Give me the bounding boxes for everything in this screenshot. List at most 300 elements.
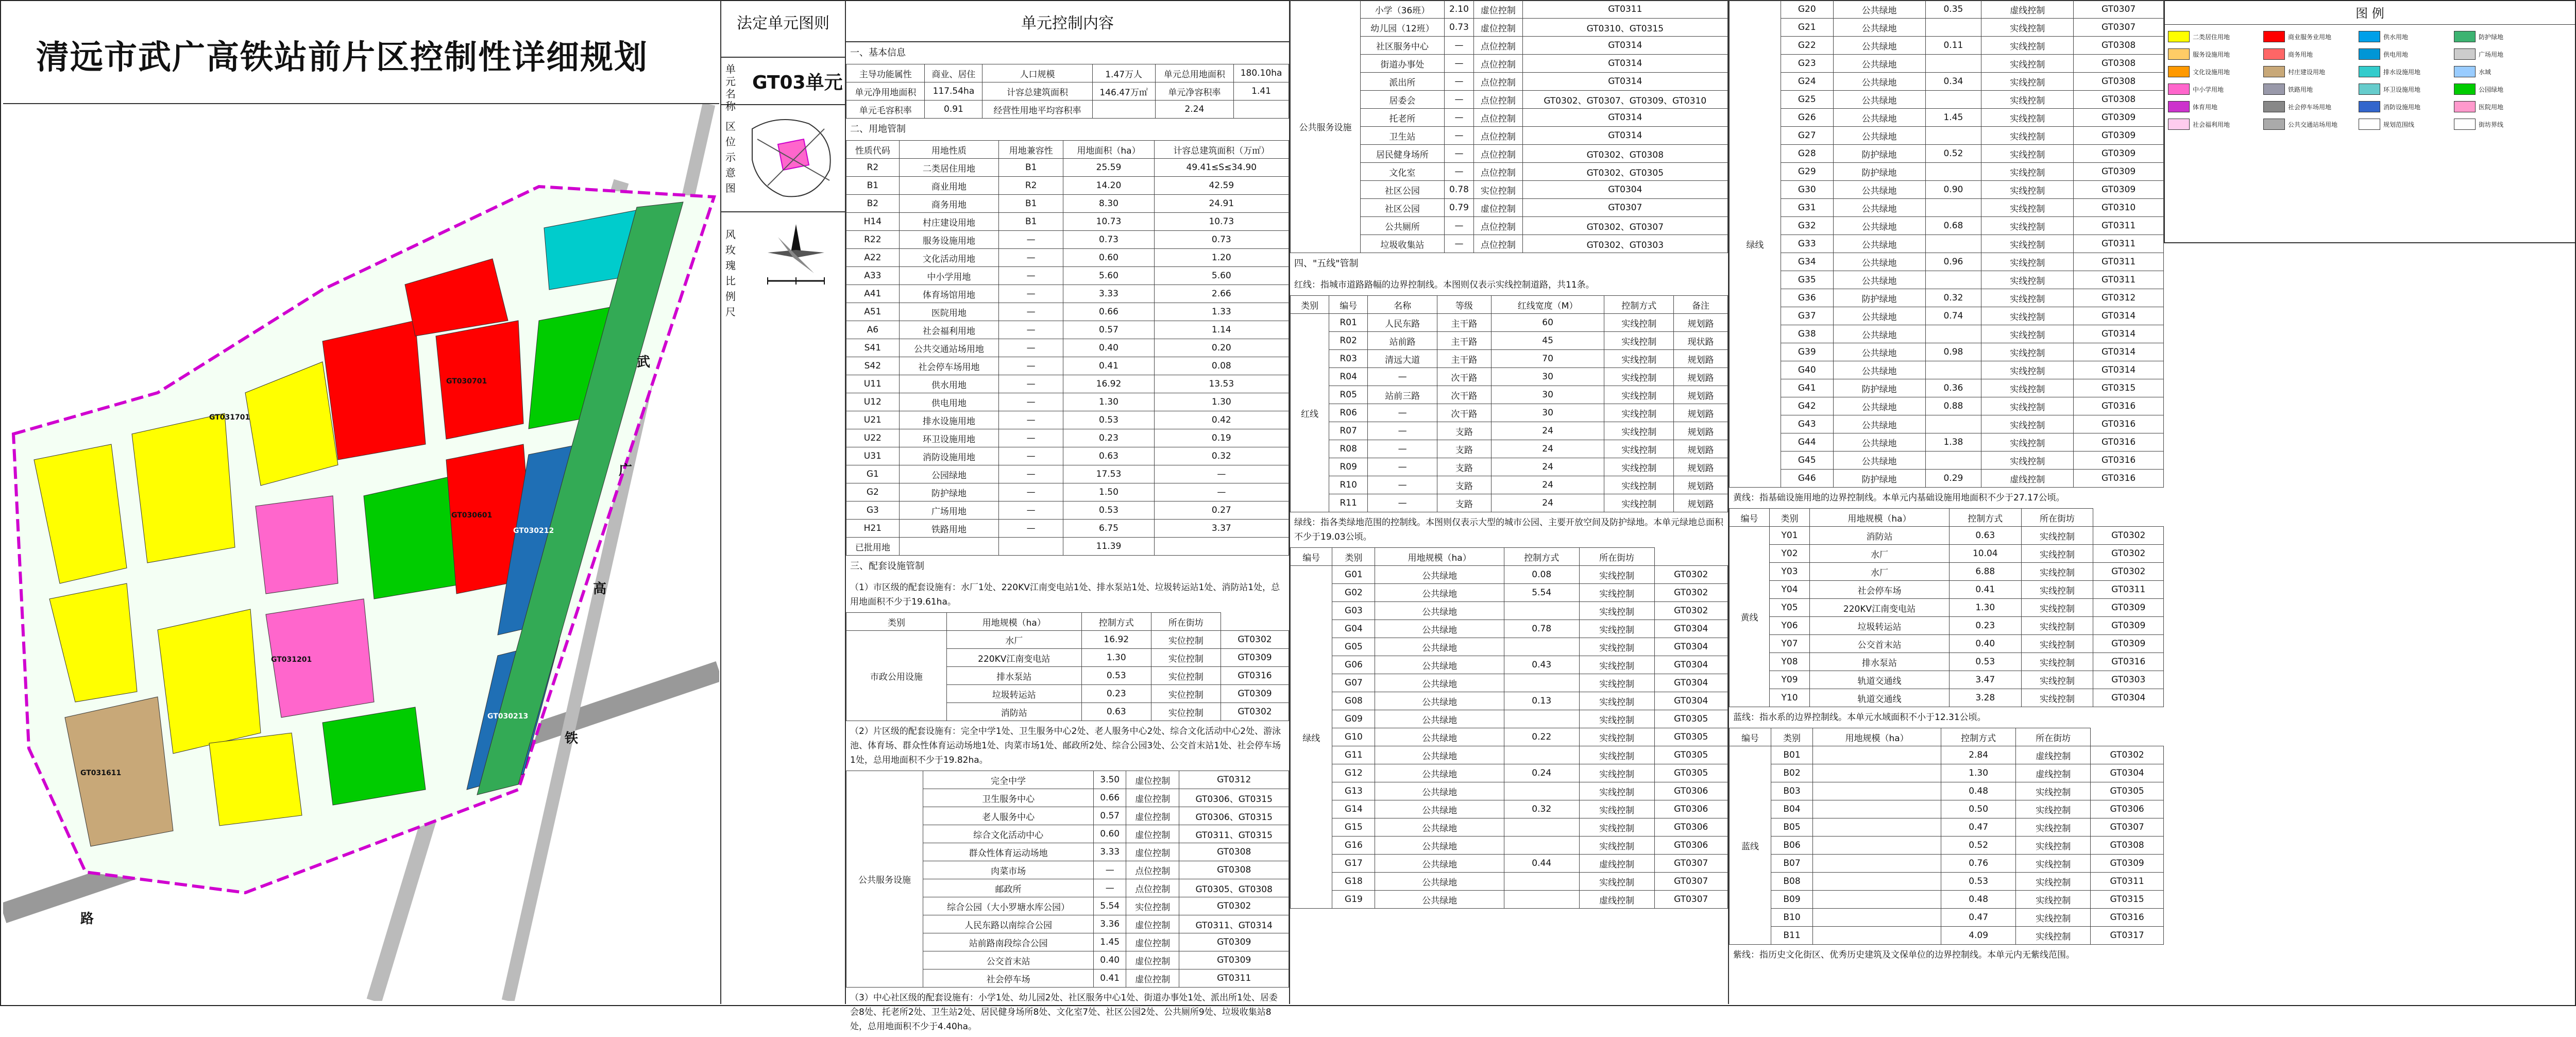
legend-label: 村庄建设用地 xyxy=(2288,68,2326,76)
land-header-cell: 用地兼容性 xyxy=(999,141,1063,159)
legend-label: 规划范围线 xyxy=(2383,121,2415,128)
greenline-row xyxy=(1730,470,2164,488)
yellowline-cell: 社会停车场 xyxy=(1810,581,1950,599)
land-cell: 16.92 xyxy=(1063,375,1154,393)
greenline-cell: GT0314 xyxy=(2074,361,2164,379)
community-facility-cell: — xyxy=(1444,109,1473,127)
legend-item xyxy=(2168,45,2263,63)
legend-swatch xyxy=(2168,83,2190,95)
greenline-cell: 实线控制 xyxy=(1981,199,2074,217)
blueline-cell: B11 xyxy=(1771,927,1813,945)
greenline-cell: GT0305 xyxy=(1654,764,1728,782)
land-cell: 0.19 xyxy=(1154,429,1289,447)
land-cell: 0.41 xyxy=(1063,357,1154,375)
greenline-cell: 实线控制 xyxy=(1981,163,2074,181)
greenline-row xyxy=(1730,451,2164,470)
greenline-row xyxy=(1291,674,1728,692)
yellowline-cell: 实线控制 xyxy=(2021,545,2093,563)
greenline-cell: G07 xyxy=(1332,674,1375,692)
land-cell: 商务用地 xyxy=(899,195,998,213)
greenline-cell: G08 xyxy=(1332,692,1375,710)
parcel-label-3: GT030601 xyxy=(451,511,493,520)
community-facility-cell: 点位控制 xyxy=(1474,145,1522,163)
land-cell: S42 xyxy=(846,357,900,375)
land-cell: 5.60 xyxy=(1063,267,1154,285)
legend-swatch xyxy=(2168,119,2190,130)
road-label-gao: 高 xyxy=(593,581,607,597)
yellowline-row xyxy=(1730,689,2164,707)
redline-cell: 人民东路 xyxy=(1368,314,1437,332)
greenline-row xyxy=(1730,37,2164,55)
blueline-cell: B10 xyxy=(1771,909,1813,927)
redline-cell: 实线控制 xyxy=(1604,350,1674,368)
greenline-cell: G34 xyxy=(1781,253,1833,271)
parcel-label-5: GT031201 xyxy=(271,656,312,664)
yellowline-cell: 0.53 xyxy=(1949,653,2021,671)
greenline-cell xyxy=(1925,55,1981,73)
greenline-cell: 0.22 xyxy=(1504,728,1579,746)
greenline-cell: GT0306 xyxy=(1654,800,1728,818)
legend-item xyxy=(2263,98,2359,115)
land-cell: — xyxy=(999,483,1063,501)
blueline-cell: GT0317 xyxy=(2091,927,2164,945)
redline-cell: 次干路 xyxy=(1437,386,1491,404)
redline-cell: 实线控制 xyxy=(1604,494,1674,512)
greenline-cell: GT0310 xyxy=(2074,199,2164,217)
greenline-cell: GT0308 xyxy=(2074,91,2164,109)
community-facility-cell: 卫生站 xyxy=(1361,127,1445,145)
legend-swatch xyxy=(2168,31,2190,42)
greenline-cell: GT0309 xyxy=(2074,109,2164,127)
community-facility-cell: 社区公园 xyxy=(1361,199,1445,217)
greenline-cell: 5.54 xyxy=(1504,584,1579,602)
redline-row xyxy=(1291,404,1728,422)
redline-cell: 支路 xyxy=(1437,458,1491,476)
yellowline-cell: 消防站 xyxy=(1810,527,1950,545)
blueline-cell xyxy=(1813,909,1941,927)
facility-cell: GT0302 xyxy=(1221,703,1289,721)
land-cell: U21 xyxy=(846,411,900,429)
blueline-cell: 0.47 xyxy=(1941,818,2016,837)
blueline-cell: GT0315 xyxy=(2091,891,2164,909)
greenline-cell xyxy=(1504,837,1579,855)
basic-info-cell xyxy=(1092,101,1155,119)
land-cell: 体育场馆用地 xyxy=(899,285,998,303)
facility-header-cell: 类别 xyxy=(846,613,947,631)
redline-cell: — xyxy=(1368,458,1437,476)
redline-cell: 规划路 xyxy=(1674,422,1728,440)
land-use-map[interactable] xyxy=(3,103,719,1001)
facility-district-cell: GT0309 xyxy=(1179,951,1289,969)
facility-district-cell: GT0308 xyxy=(1179,843,1289,861)
community-facility-cell: GT0302、GT0307 xyxy=(1522,217,1727,235)
land-cell: 商业用地 xyxy=(899,177,998,195)
greenline-cell: 防护绿地 xyxy=(1833,163,1925,181)
redline-cell: R06 xyxy=(1329,404,1368,422)
greenline-cell: G14 xyxy=(1332,800,1375,818)
community-facility-group-label: 公共服务设施 xyxy=(1291,1,1361,253)
legend-swatch xyxy=(2263,119,2285,130)
greenline-cell: G38 xyxy=(1781,325,1833,343)
greenline-cell: 0.43 xyxy=(1504,656,1579,674)
blueline-cell: 实线控制 xyxy=(2016,837,2091,855)
greenline-cell: 公共绿地 xyxy=(1375,656,1504,674)
greenline-table-1 xyxy=(1290,547,1728,909)
yellowline-cell: Y07 xyxy=(1770,635,1810,653)
legend-panel xyxy=(2164,0,2575,243)
redline-cell: 24 xyxy=(1491,440,1604,458)
greenline-cell: 0.90 xyxy=(1925,181,1981,199)
greenline-cell: 公共绿地 xyxy=(1375,710,1504,728)
greenline-row xyxy=(1730,289,2164,307)
land-cell: 社会停车场用地 xyxy=(899,357,998,375)
facility-district-cell: 0.41 xyxy=(1094,969,1126,988)
community-facility-cell: 托老所 xyxy=(1361,109,1445,127)
facility-district-cell: 3.33 xyxy=(1094,843,1126,861)
greenline-cell: 公共绿地 xyxy=(1833,451,1925,470)
greenline-cell: 公共绿地 xyxy=(1833,415,1925,433)
legend-item xyxy=(2168,115,2263,133)
redline-cell: 规划路 xyxy=(1674,476,1728,494)
redline-row xyxy=(1291,314,1728,332)
greenline-cell: G18 xyxy=(1332,873,1375,891)
greenline-cell: GT0311 xyxy=(2074,271,2164,289)
blueline-cell: GT0306 xyxy=(2091,800,2164,818)
land-row xyxy=(846,447,1289,465)
land-cell: 10.73 xyxy=(1154,213,1289,231)
yellowline-cell: 实线控制 xyxy=(2021,599,2093,617)
facility-group-label: 市政公用设施 xyxy=(846,631,947,721)
greenline-cell: 实线控制 xyxy=(1579,692,1654,710)
greenline-cell: 实线控制 xyxy=(1579,566,1654,584)
legend-header: 图 例 xyxy=(2165,0,2575,25)
facility-district-cell: 3.36 xyxy=(1094,915,1126,933)
legend-label: 中小学用地 xyxy=(2193,86,2224,93)
greenline-group-label: 绿线 xyxy=(1730,1,1781,488)
greenline-cell: G13 xyxy=(1332,782,1375,800)
legend-label: 商务用地 xyxy=(2288,51,2313,58)
redline-cell: 70 xyxy=(1491,350,1604,368)
land-cell: G1 xyxy=(846,465,900,483)
greenline-cell xyxy=(1504,782,1579,800)
greenline-cell: GT0304 xyxy=(1654,656,1728,674)
yellowline-note: 黄线：指基础设施用地的边界控制线。本单元内基础设施用地面积不少于27.17公顷。 xyxy=(1733,493,2065,503)
greenline-cell: GT0302 xyxy=(1654,566,1728,584)
land-cell: — xyxy=(999,285,1063,303)
community-facility-cell: — xyxy=(1444,217,1473,235)
parcel-label-1: GT031701 xyxy=(209,413,250,422)
facility-district-cell: 邮政所 xyxy=(923,879,1093,897)
greenline-header-cell: 所在街坊 xyxy=(1579,548,1654,566)
blueline-row xyxy=(1730,746,2164,764)
greenline-cell: 公共绿地 xyxy=(1375,800,1504,818)
greenline-cell: GT0306 xyxy=(1654,837,1728,855)
basic-info-row xyxy=(846,101,1289,119)
greenline-cell: 防护绿地 xyxy=(1833,145,1925,163)
community-facility-cell: GT0310、GT0315 xyxy=(1522,19,1727,37)
parcel-school xyxy=(256,496,338,594)
yellowline-cell: 0.23 xyxy=(1949,617,2021,635)
redline-cell: 30 xyxy=(1491,368,1604,386)
land-row xyxy=(846,393,1289,411)
greenline-cell: GT0307 xyxy=(1654,873,1728,891)
greenline-cell: 0.24 xyxy=(1504,764,1579,782)
blueline-cell: 虚线控制 xyxy=(2016,746,2091,764)
land-cell xyxy=(1154,538,1289,556)
greenline-cell: G44 xyxy=(1781,433,1833,451)
greenline-cell: GT0306 xyxy=(1654,782,1728,800)
greenline-cell xyxy=(1504,818,1579,837)
greenline-cell: 防护绿地 xyxy=(1833,470,1925,488)
facility-district-cell: GT0311 xyxy=(1179,969,1289,988)
land-cell: 3.33 xyxy=(1063,285,1154,303)
community-facility-cell: 居民健身场所 xyxy=(1361,145,1445,163)
facility-cell: 实位控制 xyxy=(1151,703,1221,721)
facility-district-cell: 虚位控制 xyxy=(1126,933,1179,951)
facility-control-title: 三、配套设施管制 xyxy=(850,561,924,572)
community-facility-cell: — xyxy=(1444,91,1473,109)
legend-item xyxy=(2454,80,2549,98)
greenline-cell xyxy=(1504,746,1579,764)
community-facility-cell: 点位控制 xyxy=(1474,163,1522,181)
land-cell: 0.73 xyxy=(1154,231,1289,249)
land-cell: B1 xyxy=(999,195,1063,213)
redline-header-cell: 编号 xyxy=(1329,296,1368,314)
community-facility-cell: 点位控制 xyxy=(1474,91,1522,109)
wind-rose-icon xyxy=(757,222,835,294)
basic-info-cell: 117.54ha xyxy=(925,82,982,101)
legend-label: 街坊界线 xyxy=(2479,121,2504,128)
community-facility-cell: — xyxy=(1444,145,1473,163)
community-facility-cell: 公共厕所 xyxy=(1361,217,1445,235)
greenline-cell: GT0305 xyxy=(1654,746,1728,764)
facility-district-cell: 0.40 xyxy=(1094,951,1126,969)
greenline-cell: GT0311 xyxy=(2074,235,2164,253)
greenline-cell: 0.32 xyxy=(1504,800,1579,818)
redline-group-label: 红线 xyxy=(1291,314,1329,512)
blueline-row xyxy=(1730,764,2164,782)
greenline-cell: 公共绿地 xyxy=(1833,325,1925,343)
greenline-cell: 实线控制 xyxy=(1981,37,2074,55)
land-cell: 0.53 xyxy=(1063,501,1154,520)
community-facility-cell: GT0314 xyxy=(1522,37,1727,55)
land-cell: A22 xyxy=(846,249,900,267)
yellowline-table xyxy=(1729,508,2164,707)
blueline-cell: 实线控制 xyxy=(2016,891,2091,909)
legend-swatch xyxy=(2168,101,2190,112)
redline-cell: 清远大道 xyxy=(1368,350,1437,368)
redline-cell: 支路 xyxy=(1437,422,1491,440)
redline-table xyxy=(1290,295,1728,512)
legend-label: 二类居住用地 xyxy=(2193,33,2230,41)
facility-cell: 排水泵站 xyxy=(946,667,1081,685)
greenline-row xyxy=(1291,566,1728,584)
yellowline-row xyxy=(1730,671,2164,689)
greenline-cell: GT0308 xyxy=(2074,73,2164,91)
legend-item xyxy=(2359,98,2454,115)
greenline-cell xyxy=(1925,235,1981,253)
facility-cell: 垃圾转运站 xyxy=(946,685,1081,703)
land-cell: H21 xyxy=(846,520,900,538)
community-facility-cell: GT0314 xyxy=(1522,127,1727,145)
greenline-row xyxy=(1291,855,1728,873)
greenline-cell xyxy=(1504,891,1579,909)
greenline-cell: GT0304 xyxy=(1654,638,1728,656)
redline-cell: 实线控制 xyxy=(1604,422,1674,440)
community-facility-cell: — xyxy=(1444,235,1473,253)
community-facility-cell: 点位控制 xyxy=(1474,73,1522,91)
legend-swatch xyxy=(2263,31,2285,42)
blueline-cell: B07 xyxy=(1771,855,1813,873)
greenline-cell: 实线控制 xyxy=(1579,746,1654,764)
redline-cell: 60 xyxy=(1491,314,1604,332)
greenline-cell: 实线控制 xyxy=(1981,73,2074,91)
greenline-cell: 实线控制 xyxy=(1579,782,1654,800)
greenline-row xyxy=(1730,109,2164,127)
greenline-cell: 实线控制 xyxy=(1981,253,2074,271)
legend-swatch xyxy=(2454,48,2476,60)
blueline-row xyxy=(1730,891,2164,909)
land-cell: 排水设施用地 xyxy=(899,411,998,429)
land-cell: 0.60 xyxy=(1063,249,1154,267)
facility-cell: GT0309 xyxy=(1221,685,1289,703)
land-cell: — xyxy=(999,339,1063,357)
greenline-cell: G15 xyxy=(1332,818,1375,837)
greenline-cell: GT0304 xyxy=(1654,674,1728,692)
community-facility-cell: — xyxy=(1444,163,1473,181)
greenline-cell: GT0307 xyxy=(1654,891,1728,909)
greenline-cell: 虚线控制 xyxy=(1579,855,1654,873)
redline-cell: 主干路 xyxy=(1437,332,1491,350)
redline-cell: R04 xyxy=(1329,368,1368,386)
greenline-row xyxy=(1291,710,1728,728)
blueline-cell xyxy=(1813,746,1941,764)
legend-swatch xyxy=(2454,83,2476,95)
community-facility-cell: 社区公园 xyxy=(1361,181,1445,199)
blueline-row xyxy=(1730,782,2164,800)
community-facility-cell: GT0302、GT0307、GT0309、GT0310 xyxy=(1522,91,1727,109)
greenline-cell: 公共绿地 xyxy=(1833,361,1925,379)
yellowline-row xyxy=(1730,635,2164,653)
yellowline-cell: 轨道交通线 xyxy=(1810,671,1950,689)
yellowline-cell: 轨道交通线 xyxy=(1810,689,1950,707)
legend-item xyxy=(2263,115,2359,133)
redline-note: 红线：指城市道路路幅的边界控制线。本图则仅表示实线控制道路，共11条。 xyxy=(1294,280,1595,290)
community-facility-cell: GT0314 xyxy=(1522,109,1727,127)
basic-info-cell: 180.10ha xyxy=(1234,64,1289,82)
land-cell: 13.53 xyxy=(1154,375,1289,393)
map-svg xyxy=(3,104,719,1001)
greenline-cell: 公共绿地 xyxy=(1833,127,1925,145)
legend-item xyxy=(2454,98,2549,115)
location-map-box xyxy=(721,103,845,212)
redline-row xyxy=(1291,350,1728,368)
land-cell: 1.50 xyxy=(1063,483,1154,501)
greenline-cell: G01 xyxy=(1332,566,1375,584)
greenline-cell: 公共绿地 xyxy=(1833,73,1925,91)
yellowline-header-cell: 所在街坊 xyxy=(2021,509,2093,527)
redline-cell: — xyxy=(1368,440,1437,458)
community-facility-table xyxy=(1290,0,1728,253)
basic-info-cell: 计容总建筑面积 xyxy=(982,82,1092,101)
yellowline-row xyxy=(1730,653,2164,671)
yellowline-cell: Y10 xyxy=(1770,689,1810,707)
land-cell: 防护绿地 xyxy=(899,483,998,501)
basic-info-cell: 2.24 xyxy=(1155,101,1233,119)
land-cell: — xyxy=(1154,483,1289,501)
land-cell: 0.40 xyxy=(1063,339,1154,357)
blueline-header-cell: 用地规模（ha） xyxy=(1813,728,1941,746)
redline-cell: 规划路 xyxy=(1674,458,1728,476)
greenline-row xyxy=(1730,181,2164,199)
community-facility-cell: 社区服务中心 xyxy=(1361,37,1445,55)
yellowline-cell: Y08 xyxy=(1770,653,1810,671)
greenline-cell: 公共绿地 xyxy=(1375,764,1504,782)
yellowline-header-cell: 用地规模（ha） xyxy=(1810,509,1950,527)
blueline-cell xyxy=(1813,764,1941,782)
land-cell: — xyxy=(999,465,1063,483)
greenline-cell: GT0309 xyxy=(2074,145,2164,163)
redline-header-cell: 名称 xyxy=(1368,296,1437,314)
wind-rose-box xyxy=(721,211,845,318)
blueline-row xyxy=(1730,873,2164,891)
land-row xyxy=(846,159,1289,177)
facility-district-cell: 肉菜市场 xyxy=(923,861,1093,879)
land-cell: 2.66 xyxy=(1154,285,1289,303)
yellowline-cell: 0.63 xyxy=(1949,527,2021,545)
land-header-cell: 性质代码 xyxy=(846,141,900,159)
facility-district-cell: 0.66 xyxy=(1094,789,1126,807)
land-control-title: 二、用地管制 xyxy=(850,124,906,135)
greenline-cell: 0.98 xyxy=(1925,343,1981,361)
community-facility-cell: GT0314 xyxy=(1522,55,1727,73)
blueline-cell: GT0304 xyxy=(2091,764,2164,782)
yellowline-cell: Y05 xyxy=(1770,599,1810,617)
greenline-cell: G35 xyxy=(1781,271,1833,289)
land-cell: 49.41≤S≤34.90 xyxy=(1154,159,1289,177)
greenline-cell: G04 xyxy=(1332,620,1375,638)
greenline-cell xyxy=(1504,638,1579,656)
land-cell: G2 xyxy=(846,483,900,501)
blueline-cell: 实线控制 xyxy=(2016,818,2091,837)
road-label-wu: 武 xyxy=(637,355,651,370)
land-row xyxy=(846,375,1289,393)
facility-district-cell: — xyxy=(1094,861,1126,879)
legend-item xyxy=(2168,63,2263,80)
greenline-cell: G29 xyxy=(1781,163,1833,181)
greenline-cell: 0.88 xyxy=(1925,397,1981,415)
redline-cell: 实线控制 xyxy=(1604,476,1674,494)
land-cell: B2 xyxy=(846,195,900,213)
facility-district-cell: 虚位控制 xyxy=(1126,789,1179,807)
green-yellow-blue-column xyxy=(1728,0,2164,1004)
greenline-cell: GT0316 xyxy=(2074,415,2164,433)
yellowline-cell: 排水泵站 xyxy=(1810,653,1950,671)
land-row xyxy=(846,267,1289,285)
greenline-cell: GT0308 xyxy=(2074,37,2164,55)
greenline-cell: G21 xyxy=(1781,19,1833,37)
land-control-table xyxy=(846,140,1289,556)
greenline-cell: 1.45 xyxy=(1925,109,1981,127)
basic-info-cell: 146.47万㎡ xyxy=(1092,82,1155,101)
greenline-cell: 公共绿地 xyxy=(1833,19,1925,37)
legend-item xyxy=(2454,115,2549,133)
land-cell: 0.66 xyxy=(1063,303,1154,321)
legend-item xyxy=(2359,45,2454,63)
yellowline-cell: GT0302 xyxy=(2093,527,2164,545)
yellowline-cell: GT0316 xyxy=(2093,653,2164,671)
greenline-cell: 公共绿地 xyxy=(1375,692,1504,710)
